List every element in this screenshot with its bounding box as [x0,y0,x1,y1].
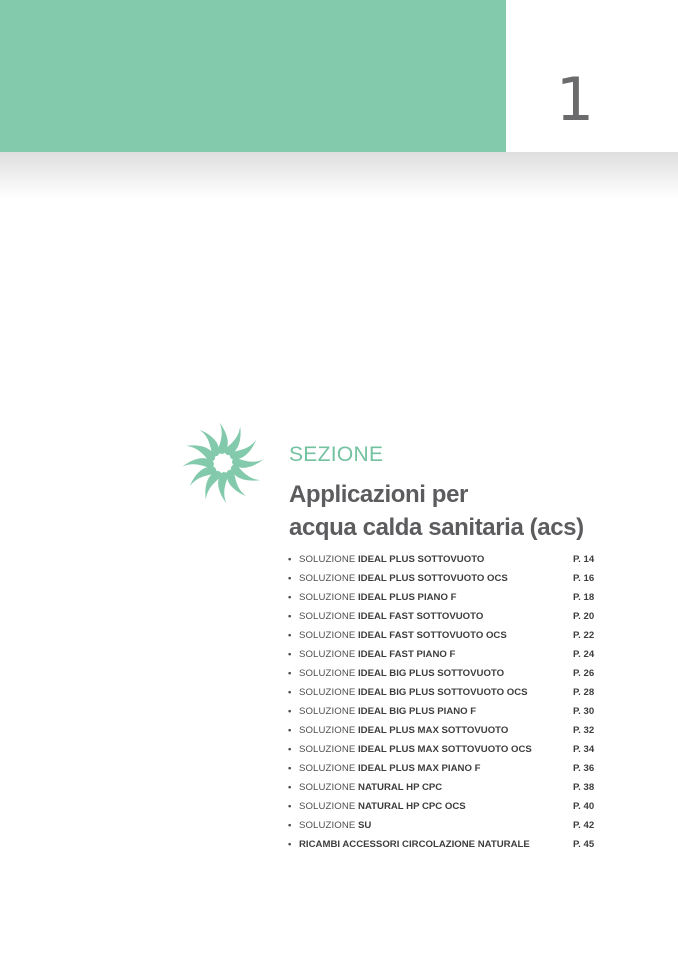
toc-item[interactable] [288,550,600,569]
bullet-icon: • [288,630,292,641]
toc-item-last[interactable] [288,835,600,854]
toc-item-name: IDEAL FAST SOTTOVUOTO [358,611,484,622]
toc-item-page: P. 34 [573,744,595,755]
toc-item-text [299,550,484,569]
table-of-contents [288,550,600,854]
toc-item[interactable] [288,797,600,816]
toc-item-page: P. 32 [573,725,595,736]
toc-item-name: IDEAL PLUS SOTTOVUOTO OCS [358,573,508,584]
toc-item[interactable] [288,683,600,702]
bullet-icon: • [288,687,292,698]
header-band [0,0,506,152]
chapter-number: 1 [555,65,595,135]
toc-item-page: P. 16 [573,573,595,584]
bullet-icon: • [288,573,292,584]
toc-item-prefix: SOLUZIONE [299,668,356,679]
toc-item-prefix: SOLUZIONE [299,801,356,812]
bullet-icon: • [288,554,292,565]
toc-item-name: IDEAL PLUS MAX SOTTOVUOTO [358,725,509,736]
toc-item-name: SU [358,820,372,831]
toc-item[interactable] [288,702,600,721]
bullet-icon: • [288,592,292,603]
toc-item-name: IDEAL BIG PLUS SOTTOVUOTO [358,668,505,679]
toc-item[interactable] [288,607,600,626]
section-title-line1: Applicazioni per [289,481,468,508]
toc-item[interactable] [288,626,600,645]
section-title [289,478,649,544]
bullet-icon: • [288,820,292,831]
toc-item-prefix: SOLUZIONE [299,611,356,622]
toc-item-page: P. 38 [573,782,595,793]
toc-item-name: IDEAL FAST PIANO F [358,649,456,660]
toc-item-prefix: SOLUZIONE [299,573,356,584]
toc-item-prefix: SOLUZIONE [299,706,356,717]
toc-item-page: P. 26 [573,668,595,679]
toc-item-name: IDEAL BIG PLUS SOTTOVUOTO OCS [358,687,528,698]
bullet-icon: • [288,839,292,850]
toc-item-text [299,683,528,702]
toc-item-page: P. 30 [573,706,595,717]
toc-item[interactable] [288,721,600,740]
toc-item-prefix: SOLUZIONE [299,630,356,641]
toc-item-prefix: SOLUZIONE [299,763,356,774]
header-shadow [0,152,678,198]
toc-item-prefix: SOLUZIONE [299,744,356,755]
toc-item-text [299,759,480,778]
toc-item-name: RICAMBI ACCESSORI CIRCOLAZIONE NATURALE [299,839,530,850]
bullet-icon: • [288,744,292,755]
toc-item-page: P. 14 [573,554,595,565]
toc-item-text [299,740,532,759]
toc-item-prefix: SOLUZIONE [299,687,356,698]
toc-item-name: IDEAL PLUS MAX SOTTOVUOTO OCS [358,744,532,755]
toc-item[interactable] [288,645,600,664]
toc-item-text [299,721,508,740]
toc-item[interactable] [288,569,600,588]
bullet-icon: • [288,668,292,679]
bullet-icon: • [288,649,292,660]
toc-item-prefix: SOLUZIONE [299,782,356,793]
bullet-icon: • [288,763,292,774]
toc-item[interactable] [288,816,600,835]
toc-item-page: P. 20 [573,611,595,622]
section-title-line2: acqua calda sanitaria (acs) [289,514,584,541]
toc-item-text [299,569,508,588]
toc-item-text [299,645,455,664]
toc-item-text [299,664,504,683]
toc-item-name: IDEAL PLUS SOTTOVUOTO [358,554,485,565]
toc-item-text [299,588,456,607]
bullet-icon: • [288,725,292,736]
toc-item-text [299,778,442,797]
toc-item-prefix: SOLUZIONE [299,592,356,603]
toc-item-prefix: SOLUZIONE [299,554,356,565]
toc-item-page: P. 40 [573,801,595,812]
toc-item[interactable] [288,759,600,778]
toc-item-page: P. 28 [573,687,595,698]
toc-item-name: IDEAL PLUS PIANO F [358,592,457,603]
toc-item-name: IDEAL PLUS MAX PIANO F [358,763,481,774]
toc-item-name: NATURAL HP CPC OCS [358,801,466,812]
toc-item-page: P. 36 [573,763,595,774]
toc-item-page: P. 22 [573,630,595,641]
sun-swirl-icon [178,418,268,508]
toc-item-page: P. 18 [573,592,595,603]
toc-item[interactable] [288,664,600,683]
section-label: SEZIONE [289,443,384,466]
toc-item-prefix: SOLUZIONE [299,820,356,831]
toc-item-text [299,797,466,816]
toc-item-page: P. 45 [573,839,595,850]
toc-item[interactable] [288,778,600,797]
toc-item-page: P. 24 [573,649,595,660]
toc-item-page: P. 42 [573,820,595,831]
bullet-icon: • [288,706,292,717]
toc-item-name: IDEAL BIG PLUS PIANO F [358,706,477,717]
toc-item-text [299,607,483,626]
toc-item-text [299,626,507,645]
toc-item-prefix: SOLUZIONE [299,649,356,660]
bullet-icon: • [288,782,292,793]
toc-item[interactable] [288,740,600,759]
bullet-icon: • [288,611,292,622]
toc-item-text [299,702,476,721]
toc-item-text [299,816,371,835]
toc-item-name: NATURAL HP CPC [358,782,443,793]
bullet-icon: • [288,801,292,812]
toc-item-name: IDEAL FAST SOTTOVUOTO OCS [358,630,507,641]
toc-item-prefix: SOLUZIONE [299,725,356,736]
toc-item[interactable] [288,588,600,607]
